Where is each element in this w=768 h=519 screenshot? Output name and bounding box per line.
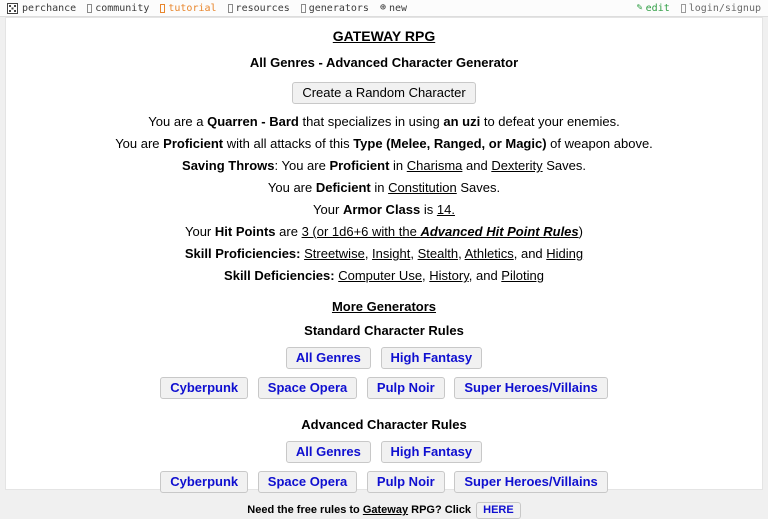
text-segment: Type (Melee, Ranged, or Magic) [353,136,547,151]
text-segment: , [458,246,465,261]
text-segment: Your [313,202,343,217]
page-title: GATEWAY RPG [332,28,436,44]
text-segment: , and [468,268,502,283]
text-segment: : You are [274,158,330,173]
text-segment: Hit Points [214,224,276,239]
nav-new-label: new [388,2,408,14]
text-segment: that specializes in using [298,114,444,129]
text-segment: Piloting [501,268,544,283]
edit-link[interactable] [637,3,670,14]
standard-rules-row2 [6,377,762,399]
text-segment: , [410,246,418,261]
text-segment: Skill Proficiencies: [184,246,301,261]
text-segment: and [462,158,492,173]
standard-rules-title: Standard Character Rules [304,323,464,338]
text-segment: , [364,246,373,261]
nav-new[interactable] [380,3,407,14]
footer-note [6,502,762,519]
advanced-pulp-noir-button[interactable]: Pulp Noir [367,471,445,493]
advanced-rules-section [6,417,762,493]
statement-armor-class [6,203,762,217]
text-segment: Deficient [315,180,371,195]
text-segment: Saves. [456,180,501,195]
nav-tutorial[interactable] [160,3,216,14]
text-segment: RPG? Click [408,504,472,516]
text-segment: 14. [436,202,455,217]
text-segment: to defeat your enemies. [480,114,620,129]
statement-save-deficiency [6,181,762,195]
text-segment: , [422,268,430,283]
text-segment: with all attacks of this [223,136,354,151]
standard-high-fantasy-button[interactable]: High Fantasy [381,347,483,369]
text-segment: Charisma [406,158,463,173]
generator-page [5,17,763,516]
standard-space-opera-button[interactable]: Space Opera [258,377,358,399]
generators-tofu-icon [301,4,306,13]
resources-tofu-icon [228,4,233,13]
text-segment: Gateway [362,504,409,516]
advanced-rules-title: Advanced Character Rules [301,417,467,432]
advanced-super-heroes-button[interactable]: Super Heroes/Villains [454,471,607,493]
standard-all-genres-button[interactable]: All Genres [286,347,371,369]
text-segment: are [275,224,302,239]
top-navigation-bar [0,0,768,17]
text-segment: Armor Class [342,202,421,217]
text-segment: Proficient [163,136,224,151]
text-segment: Dexterity [491,158,543,173]
text-segment: Stealth [417,246,459,261]
text-segment: Need the free rules to [247,504,363,516]
tutorial-tofu-icon [160,4,165,13]
here-button[interactable]: HERE [476,502,521,519]
user-tofu-icon [681,4,686,13]
text-segment: Insight [372,246,411,261]
text-segment: 3 (or 1d6+6 with the [301,224,421,239]
text-segment: in [389,158,407,173]
edit-label: edit [645,2,670,14]
page-subtitle: All Genres - Advanced Character Generator [249,55,519,70]
advanced-space-opera-button[interactable]: Space Opera [258,471,358,493]
text-segment: Quarren - Bard [207,114,299,129]
standard-rules-section [6,323,762,399]
login-signup-link[interactable] [681,3,761,14]
login-signup-label: login/signup [688,2,761,14]
perchance-logo-icon[interactable] [7,3,18,14]
pencil-icon: ✎ [636,2,643,13]
text-segment: Streetwise [304,246,365,261]
statement-skill-proficiencies [6,247,762,261]
text-segment: Computer Use [338,268,423,283]
text-segment: is [420,202,437,217]
advanced-rules-row1 [6,441,762,463]
brand-link[interactable]: perchance [22,2,77,14]
text-segment: of weapon above. [546,136,653,151]
standard-rules-row1 [6,347,762,369]
text-segment: You are [267,180,316,195]
statement-character [6,115,762,129]
more-generators-heading: More Generators [331,299,437,314]
text-segment: Skill Deficiencies: [224,268,335,283]
create-button-row [6,82,762,104]
advanced-rules-row2 [6,471,762,493]
statement-hit-points [6,225,762,239]
advanced-cyberpunk-button[interactable]: Cyberpunk [160,471,248,493]
text-segment: an uzi [443,114,481,129]
text-segment: Athletics [464,246,514,261]
text-segment: Hiding [546,246,584,261]
create-random-character-button[interactable]: Create a Random Character [292,82,475,104]
statement-saving-throws [6,159,762,173]
text-segment: Saving Throws [182,158,275,173]
nav-resources[interactable] [228,3,290,14]
circle-plus-icon: ⊕ [379,2,386,13]
text-segment: in [370,180,389,195]
standard-cyberpunk-button[interactable]: Cyberpunk [160,377,248,399]
text-segment: You are [115,136,164,151]
statement-attack-proficiency [6,137,762,151]
text-segment: Your [184,224,215,239]
nav-tutorial-label: tutorial [168,2,217,14]
nav-resources-label: resources [235,2,290,14]
text-segment: Saves. [542,158,586,173]
text-segment: Advanced Hit Point Rules [420,224,579,239]
standard-pulp-noir-button[interactable]: Pulp Noir [367,377,445,399]
text-segment: , and [513,246,547,261]
nav-generators[interactable] [301,3,369,14]
text-segment: Proficient [329,158,390,173]
text-segment: You are a [148,114,208,129]
statement-skill-deficiencies [6,269,762,283]
text-segment: History [429,268,469,283]
text-segment: ) [578,224,583,239]
advanced-all-genres-button[interactable]: All Genres [286,441,371,463]
nav-community-label: community [95,2,150,14]
standard-super-heroes-button[interactable]: Super Heroes/Villains [454,377,607,399]
text-segment: Constitution [388,180,457,195]
speech-tofu-icon [87,4,92,13]
nav-community[interactable] [87,3,149,14]
footer-text [247,504,471,516]
nav-generators-label: generators [308,2,369,14]
advanced-high-fantasy-button[interactable]: High Fantasy [381,441,483,463]
